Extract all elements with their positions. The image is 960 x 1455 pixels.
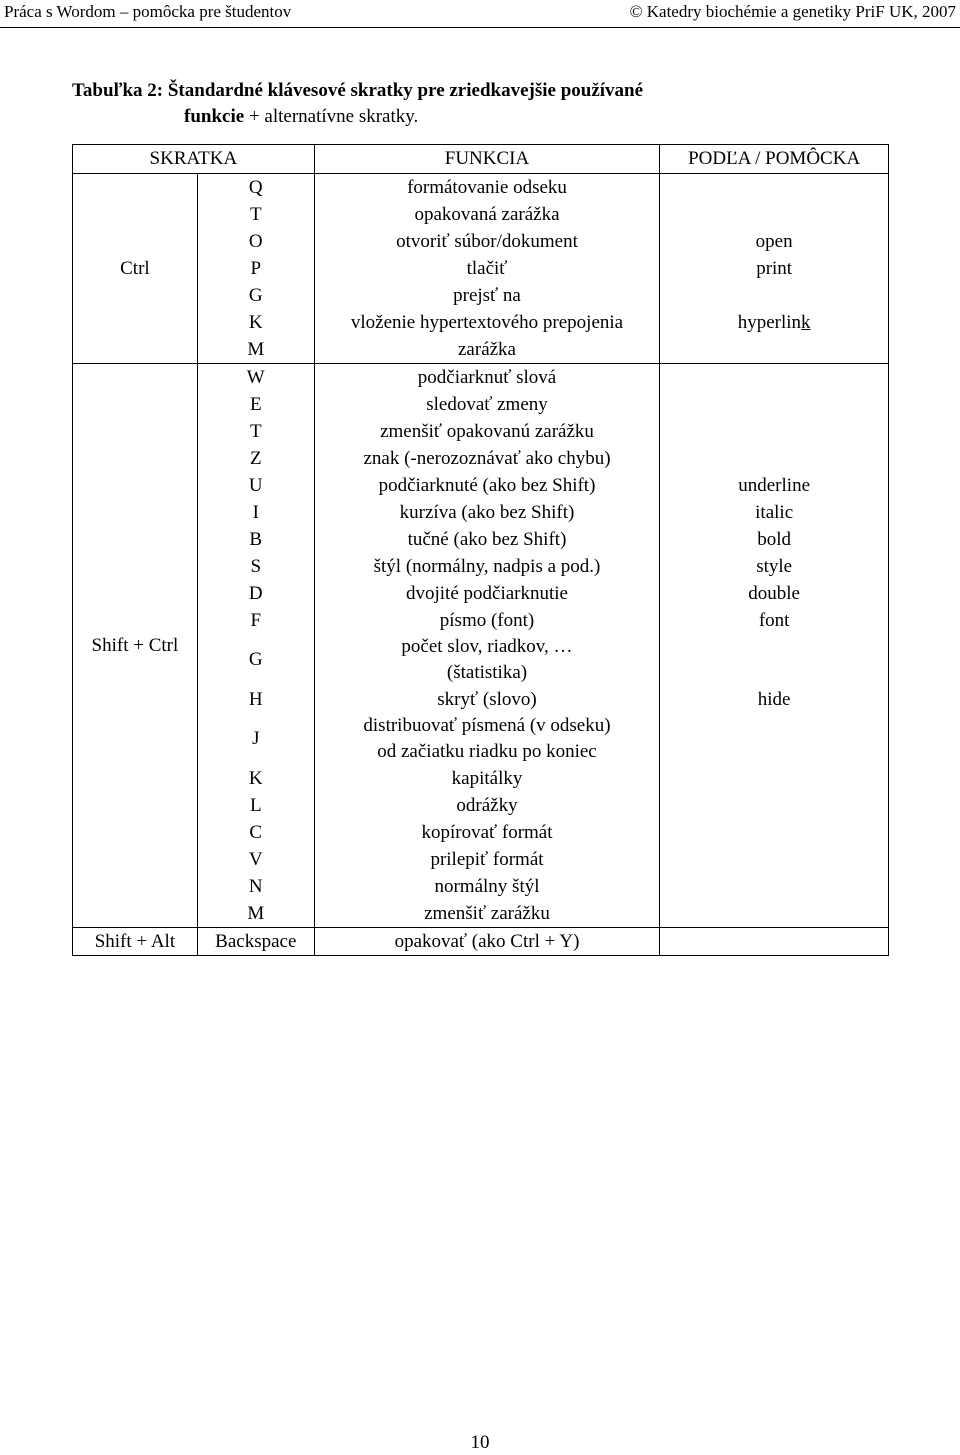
header-function: FUNKCIA (314, 145, 660, 174)
caption-line2 (72, 104, 872, 130)
function-cell (314, 336, 660, 364)
function-text: kapitálky (451, 768, 523, 789)
caption-bold-line1: Tabuľka 2: Štandardné klávesové skratky pre zriedkavejšie používané (72, 80, 644, 101)
function-text: normálny štýl (434, 876, 540, 897)
shortcuts-table (72, 144, 889, 956)
alternative-cell: hide (660, 686, 889, 713)
key-cell: M (197, 900, 314, 928)
alternative-cell (660, 336, 889, 364)
caption-bold-word: funkcie (184, 106, 245, 127)
underlined-letter: k (801, 312, 811, 333)
function-text: skryť (slovo) (437, 689, 537, 710)
function-text: tlačiť (466, 258, 508, 279)
function-text: opakovaná zarážka (414, 204, 560, 225)
function-text: tučné (ako bez Shift) (407, 529, 567, 550)
table-header-row (73, 145, 889, 174)
function-text: písmo (font) (439, 610, 535, 631)
modifier-cell: Shift + Alt (73, 928, 198, 956)
function-text: distribuovať písmená (v odseku) (363, 715, 611, 736)
function-text: kopírovať formát (421, 822, 553, 843)
function-cell (314, 255, 660, 282)
alternative-cell: double (660, 580, 889, 607)
function-text: opakovať (ako Ctrl + Y) (394, 931, 580, 952)
function-text: formátovanie odseku (407, 177, 567, 198)
key-cell: E (197, 391, 314, 418)
table-row (73, 174, 889, 202)
function-text: zarážka (458, 339, 516, 360)
key-cell: K (197, 765, 314, 792)
key-cell: O (197, 228, 314, 255)
function-text: zmenšiť zarážku (424, 903, 550, 924)
alternative-cell: italic (660, 499, 889, 526)
function-cell (314, 201, 660, 228)
alternative-cell: open (660, 228, 889, 255)
alternative-cell: hyperlink (660, 309, 889, 336)
key-cell: G (197, 634, 314, 686)
key-cell: S (197, 553, 314, 580)
function-text: znak (-nerozoznávať ako chybu) (363, 448, 611, 469)
function-cell (314, 580, 660, 607)
function-cell (314, 499, 660, 526)
header-left-text: Práca s Wordom – pomôcka pre študentov (4, 2, 292, 21)
alternative-cell (660, 418, 889, 445)
alternative-cell (660, 391, 889, 418)
alternative-cell: font (660, 607, 889, 634)
header-shortcut: SKRATKA (73, 145, 315, 174)
function-text: vloženie hypertextového prepojenia (350, 312, 624, 333)
function-text: od začiatku riadku po koniec (377, 741, 597, 762)
alternative-cell (660, 900, 889, 928)
alternative-cell: underline (660, 472, 889, 499)
alternative-cell (660, 846, 889, 873)
alternative-cell: print (660, 255, 889, 282)
function-cell (314, 713, 660, 765)
function-text: kurzíva (ako bez Shift) (399, 502, 575, 523)
alternative-cell: bold (660, 526, 889, 553)
key-cell: D (197, 580, 314, 607)
function-cell (314, 928, 660, 956)
function-text: štýl (normálny, nadpis a pod.) (373, 556, 601, 577)
alternative-cell (660, 282, 889, 309)
function-cell (314, 900, 660, 928)
function-cell (314, 686, 660, 713)
function-cell (314, 819, 660, 846)
function-text: podčiarknuté (ako bez Shift) (378, 475, 596, 496)
function-cell (314, 634, 660, 686)
table-row (73, 928, 889, 956)
alternative-cell (660, 201, 889, 228)
key-cell: T (197, 201, 314, 228)
table-caption (72, 78, 872, 130)
alternative-cell (660, 713, 889, 765)
key-cell: J (197, 713, 314, 765)
alternative-cell (660, 819, 889, 846)
page-number: 10 (470, 1432, 490, 1453)
key-cell: L (197, 792, 314, 819)
key-cell: G (197, 282, 314, 309)
function-text: prilepiť formát (430, 849, 544, 870)
function-cell (314, 445, 660, 472)
alternative-cell (660, 445, 889, 472)
function-cell (314, 391, 660, 418)
key-cell: B (197, 526, 314, 553)
function-text: prejsť na (453, 285, 521, 306)
key-cell: W (197, 364, 314, 392)
key-cell: N (197, 873, 314, 900)
alternative-cell (660, 174, 889, 202)
key-cell: F (197, 607, 314, 634)
header-rule (0, 27, 960, 28)
alternative-cell (660, 792, 889, 819)
key-cell: C (197, 819, 314, 846)
key-cell: V (197, 846, 314, 873)
function-cell (314, 228, 660, 255)
alternative-cell (660, 634, 889, 686)
modifier-cell: Shift + Ctrl (73, 364, 198, 928)
function-text: sledovať zmeny (426, 394, 548, 415)
table-row (73, 364, 889, 392)
function-text: podčiarknuť slová (417, 367, 557, 388)
function-cell (314, 472, 660, 499)
alternative-cell (660, 873, 889, 900)
alternative-cell: style (660, 553, 889, 580)
function-cell (314, 282, 660, 309)
key-cell: Backspace (197, 928, 314, 956)
caption-normal-text: + alternatívne skratky. (244, 106, 419, 127)
function-cell (314, 607, 660, 634)
key-cell: M (197, 336, 314, 364)
function-cell (314, 364, 660, 392)
key-cell: P (197, 255, 314, 282)
function-cell (314, 174, 660, 202)
alternative-cell (660, 928, 889, 956)
function-text: zmenšiť opakovanú zarážku (380, 421, 594, 442)
function-cell (314, 553, 660, 580)
header-alternative: PODĽA / POMÔCKA (660, 145, 889, 174)
alternative-cell (660, 364, 889, 392)
function-cell (314, 765, 660, 792)
alternative-cell (660, 765, 889, 792)
function-text: počet slov, riadkov, … (401, 636, 573, 657)
key-cell: H (197, 686, 314, 713)
page-header (0, 0, 960, 28)
key-cell: I (197, 499, 314, 526)
function-text: otvoriť súbor/dokument (396, 231, 578, 252)
key-cell: K (197, 309, 314, 336)
function-cell (314, 526, 660, 553)
function-text: (štatistika) (446, 662, 528, 683)
key-cell: U (197, 472, 314, 499)
modifier-cell: Ctrl (73, 174, 198, 364)
function-cell (314, 309, 660, 336)
function-text: dvojité podčiarknutie (406, 583, 568, 604)
function-cell (314, 418, 660, 445)
header-right-text: © Katedry biochémie a genetiky PriF UK, 2007 (629, 2, 956, 21)
key-cell: Q (197, 174, 314, 202)
function-cell (314, 846, 660, 873)
function-cell (314, 873, 660, 900)
function-text: odrážky (456, 795, 518, 816)
table-body (73, 174, 889, 956)
key-cell: Z (197, 445, 314, 472)
function-cell (314, 792, 660, 819)
key-cell: T (197, 418, 314, 445)
